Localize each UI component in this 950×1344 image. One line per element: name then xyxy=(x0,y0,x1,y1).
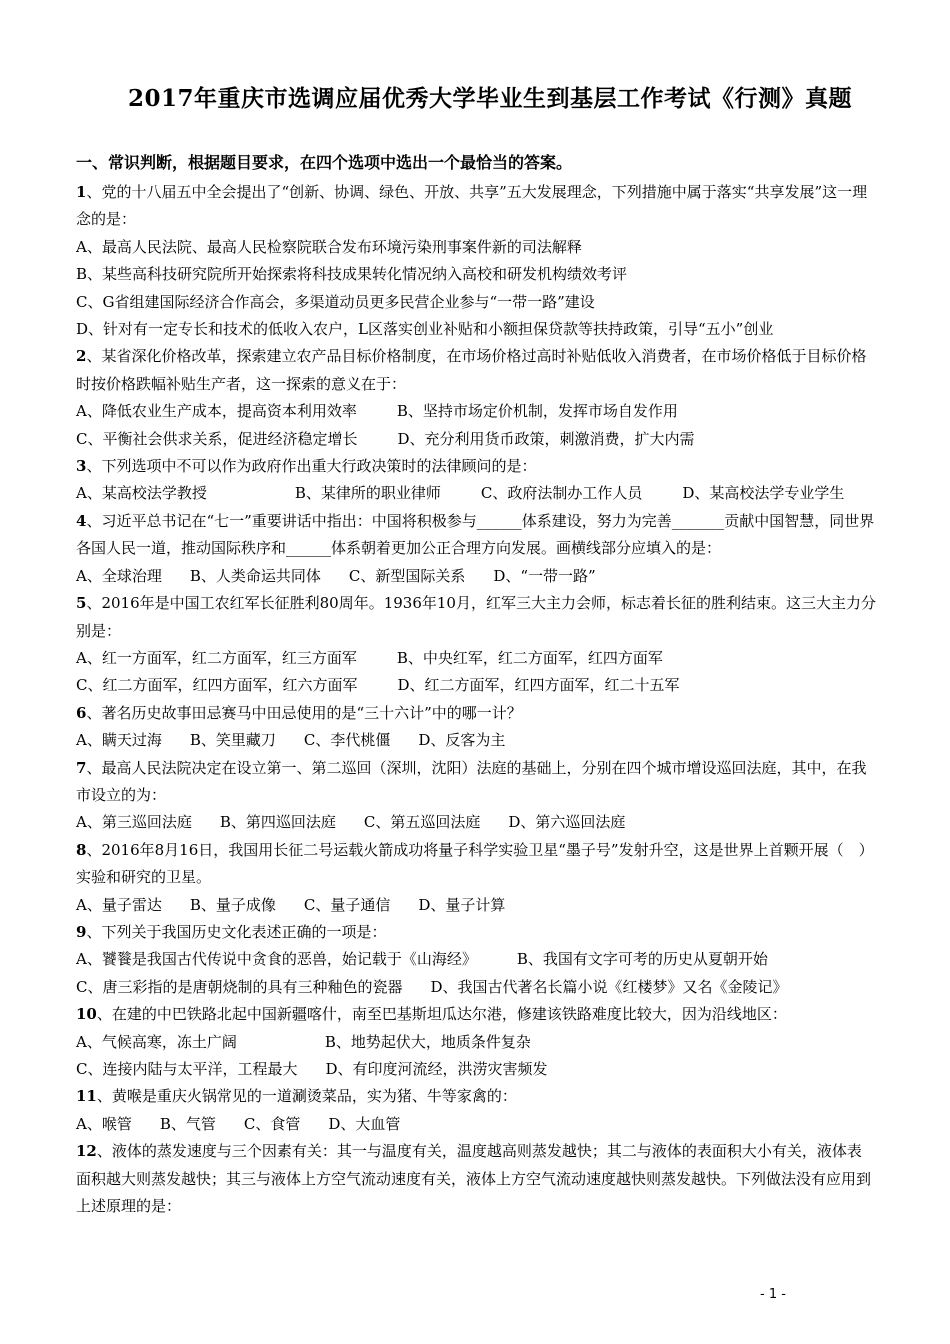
option: B、我国有文字可考的历史从夏朝开始 xyxy=(516,950,768,969)
question-8 xyxy=(76,837,876,892)
option-row xyxy=(76,645,876,672)
question-number: 4 xyxy=(76,511,87,530)
option: D、量子计算 xyxy=(418,895,506,914)
option: B、中央红军，红二方面军，红四方面军 xyxy=(396,648,663,667)
question-stem: 、最高人民法院决定在设立第一、第二巡回（深圳，沈阳）法庭的基础上，分别在四个城市增设巡回法庭，其中，在我市设立的为： xyxy=(76,758,867,804)
option: B、量子成像 xyxy=(189,895,276,914)
question-stem: 、下列选项中不可以作为政府作出重大行政决策时的法律顾问的是： xyxy=(86,457,537,476)
question-10 xyxy=(76,1001,876,1028)
option-row xyxy=(76,1029,876,1056)
option: D、针对有一定专长和技术的低收入农户，L区落实创业补贴和小额担保贷款等扶持政策，引导“五小”创业 xyxy=(76,320,774,339)
option: A、降低农业生产成本，提高资本利用效率 xyxy=(76,402,357,421)
option-row xyxy=(76,946,876,973)
question-11 xyxy=(76,1083,876,1110)
option-row xyxy=(76,480,876,507)
option-row xyxy=(76,974,876,1001)
question-stem: 、党的十八届五中全会提出了“创新、协调、绿色、开放、共享”五大发展理念，下列措施中属于落实“共享发展”这一理念的是： xyxy=(76,183,868,229)
question-stem: 、习近平总书记在“七一”重要讲话中指出：中国将积极参与______体系建设，努力为完善_______贡献中国智慧，同世界各国人民一道，推动国际秩序和______体系朝着更加公正合理方向发展。画横线部分应填入的是： xyxy=(76,511,875,558)
option: A、某高校法学教授 xyxy=(76,484,207,503)
option: B、地势起伏大，地质条件复杂 xyxy=(324,1032,531,1051)
option: B、第四巡回法庭 xyxy=(219,813,336,832)
question-stem: 、液体的蒸发速度与三个因素有关：其一与温度有关，温度越高则蒸发越快；其二与液体的表面积大小有关，液体表面积越大则蒸发越快；其三与液体上方空气流动速度有关，液体上方空气流动速度越快则蒸发越快。下列做法没有应用到上述原理的是： xyxy=(76,1142,872,1216)
option: D、“一带一路” xyxy=(493,566,596,585)
option: B、气管 xyxy=(159,1114,216,1133)
question-number: 2 xyxy=(76,347,87,366)
question-stem: 、著名历史故事田忌赛马中田忌使用的是“三十六计”中的哪一计？ xyxy=(86,703,522,722)
option: C、李代桃僵 xyxy=(303,731,391,750)
option: D、红二方面军，红四方面军，红二十五军 xyxy=(397,676,680,695)
question-9 xyxy=(76,919,876,946)
option: A、第三巡回法庭 xyxy=(76,813,192,832)
question-6 xyxy=(76,700,876,727)
option: C、政府法制办工作人员 xyxy=(480,484,643,503)
option: B、坚持市场定价机制，发挥市场自发作用 xyxy=(396,402,678,421)
question-stem: 、黄喉是重庆火锅常见的一道涮烫菜品，实为猪、牛等家禽的： xyxy=(96,1087,517,1106)
option-row xyxy=(76,672,876,699)
option: A、量子雷达 xyxy=(76,895,162,914)
question-number: 10 xyxy=(76,1005,97,1024)
option: C、食管 xyxy=(243,1114,301,1133)
question-stem: 、2016年8月16日，我国用长征二号运载火箭成功将量子科学实验卫星“墨子号”发射升空，这是世界上首颗开展（ ）实验和研究的卫星。 xyxy=(76,840,874,887)
question-3 xyxy=(76,453,876,480)
option: B、人类命运共同体 xyxy=(189,566,321,585)
question-12 xyxy=(76,1138,876,1220)
question-number: 11 xyxy=(76,1087,97,1106)
option: C、红二方面军，红四方面军，红六方面军 xyxy=(76,676,358,695)
option: C、唐三彩指的是唐朝烧制的具有三种釉色的瓷器 xyxy=(76,977,403,996)
option: D、第六巡回法庭 xyxy=(508,813,626,832)
question-7 xyxy=(76,755,876,810)
option: B、笑里藏刀 xyxy=(189,731,276,750)
option-row xyxy=(76,892,876,919)
option: A、全球治理 xyxy=(76,566,162,585)
question-4 xyxy=(76,508,876,563)
option-row xyxy=(76,563,876,590)
option: B、某些高科技研究院所开始探索将科技成果转化情况纳入高校和研发机构绩效考评 xyxy=(76,265,628,284)
question-stem: 、某省深化价格改革，探索建立农产品目标价格制度，在市场价格过高时补贴低收入消费者，在市场价格低于目标价格时按价格跌幅补贴生产者，这一探索的意义在于： xyxy=(76,347,867,393)
option: B、某律所的职业律师 xyxy=(294,484,441,503)
questions-list xyxy=(76,179,876,1220)
option: D、大血管 xyxy=(328,1114,401,1133)
option: D、反客为主 xyxy=(418,731,506,750)
option: A、瞒天过海 xyxy=(76,731,162,750)
question-5 xyxy=(76,590,876,645)
option-row xyxy=(76,398,876,425)
option: C、新型国际关系 xyxy=(348,566,466,585)
option: A、红一方面军，红二方面军，红三方面军 xyxy=(76,648,357,667)
option: C、连接内陆与太平洋，工程最大 xyxy=(76,1060,298,1078)
option: C、G省组建国际经济合作高会，多渠道动员更多民营企业参与“一带一路”建设 xyxy=(76,292,595,311)
page-number: - 1 - xyxy=(760,1287,786,1302)
option: C、量子通信 xyxy=(303,895,391,914)
option-row xyxy=(76,809,876,836)
option: A、喉管 xyxy=(76,1114,132,1133)
question-stem: 、下列关于我国历史文化表述正确的一项是： xyxy=(86,922,387,941)
question-number: 5 xyxy=(76,594,87,613)
option: D、有印度河流经，洪涝灾害频发 xyxy=(325,1060,548,1078)
question-2 xyxy=(76,343,876,398)
option: D、充分利用货币政策，刺激消费，扩大内需 xyxy=(397,429,695,448)
question-number: 1 xyxy=(76,183,87,201)
option: A、气候高寒，冻土广阔 xyxy=(76,1032,237,1051)
section-heading: 一、常识判断，根据题目要求，在四个选项中选出一个最恰当的答案。 xyxy=(76,153,573,172)
option: C、平衡社会供求关系，促进经济稳定增长 xyxy=(76,429,358,448)
option-row xyxy=(76,727,876,754)
option-row xyxy=(76,426,876,453)
question-number: 9 xyxy=(76,922,87,941)
question-number: 7 xyxy=(76,758,87,777)
question-stem: 、在建的中巴铁路北起中国新疆喀什，南至巴基斯坦瓜达尔港，修建该铁路难度比较大，因为沿线地区： xyxy=(96,1005,787,1024)
question-stem: 、2016年是中国工农红军长征胜利80周年。1936年10月，红军三大主力会师，标志着长征的胜利结束。这三大主力分别是： xyxy=(76,594,876,640)
option: D、我国古代著名长篇小说《红楼梦》又名《金陵记》 xyxy=(430,977,788,996)
option: A、最高人民法院、最高人民检察院联合发布环境污染刑事案件新的司法解释 xyxy=(76,237,582,256)
option: C、第五巡回法庭 xyxy=(363,813,481,832)
question-number: 12 xyxy=(76,1142,97,1161)
document-title: 2017年重庆市选调应届优秀大学毕业生到基层工作考试《行测》真题 xyxy=(127,85,852,112)
question-number: 8 xyxy=(76,840,87,859)
option: A、饕餮是我国古代传说中贪食的恶兽，始记载于《山海经》 xyxy=(76,950,477,969)
option: D、某高校法学专业学生 xyxy=(682,484,845,503)
question-1 xyxy=(76,179,876,234)
question-number: 6 xyxy=(76,703,87,722)
option-row xyxy=(76,1056,876,1083)
question-number: 3 xyxy=(76,457,87,476)
option-row xyxy=(76,1111,876,1138)
